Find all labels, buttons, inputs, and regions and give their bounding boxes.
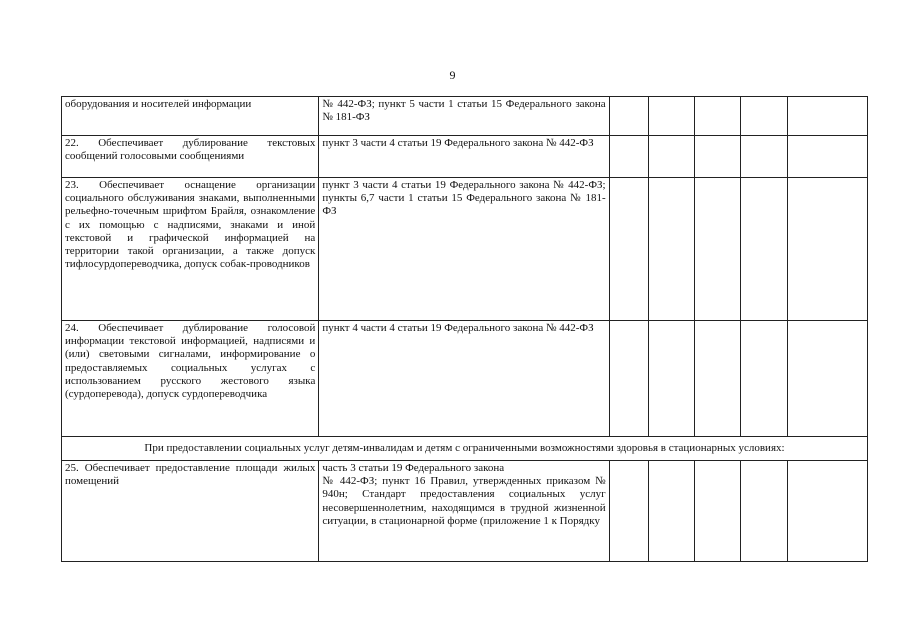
empty-cell	[741, 461, 787, 562]
empty-cell	[787, 461, 867, 562]
requirement-cell: оборудования и носителей информации	[62, 97, 319, 136]
table-row	[62, 461, 868, 562]
empty-cell	[741, 136, 787, 178]
empty-cell	[648, 136, 694, 178]
empty-cell	[695, 97, 741, 136]
legal-basis-rest: № 442-ФЗ; пункт 16 Правил, утвержденных приказом № 940н; Стандарт предоставления социальных услуг несовершеннолетним, находящимся в трудной жизненной ситуации, в стационарной форме (приложение 1 к Порядку	[322, 475, 606, 527]
legal-basis-cell: пункт 4 части 4 статьи 19 Федерального закона № 442-ФЗ	[319, 321, 609, 437]
requirement-cell: 23. Обеспечивает оснащение организации социального обслуживания знаками, выполненными рельефно-точечным шрифтом Брайля, ознакомление с их помощью с надписями, знаками и иной текстовой и графической информацией на территории такой организации, а также допуск тифлосурдопереводчика, допуск собак-проводников	[62, 178, 319, 321]
table-row	[62, 178, 868, 321]
empty-cell	[695, 178, 741, 321]
empty-cell	[695, 461, 741, 562]
empty-cell	[741, 178, 787, 321]
empty-cell	[695, 321, 741, 437]
legal-basis-cell: № 442-ФЗ; пункт 5 части 1 статьи 15 Федерального закона № 181-ФЗ	[319, 97, 609, 136]
empty-cell	[648, 321, 694, 437]
empty-cell	[741, 321, 787, 437]
table-row	[62, 136, 868, 178]
section-row	[62, 437, 868, 461]
empty-cell	[609, 97, 648, 136]
legal-basis-cell	[319, 461, 609, 562]
table-row	[62, 97, 868, 136]
empty-cell	[609, 178, 648, 321]
empty-cell	[787, 321, 867, 437]
empty-cell	[609, 136, 648, 178]
table-row	[62, 321, 868, 437]
page-number: 9	[449, 68, 456, 82]
empty-cell	[648, 461, 694, 562]
empty-cell	[787, 178, 867, 321]
requirement-cell: 25. Обеспечивает предоставление площади жилых помещений	[62, 461, 319, 562]
section-heading: При предоставлении социальных услуг детям-инвалидам и детям с ограниченными возможностями здоровья в стационарных условиях:	[62, 437, 868, 461]
requirement-cell: 22. Обеспечивает дублирование текстовых сообщений голосовыми сообщениями	[62, 136, 319, 178]
empty-cell	[609, 321, 648, 437]
empty-cell	[695, 136, 741, 178]
empty-cell	[609, 461, 648, 562]
empty-cell	[648, 178, 694, 321]
empty-cell	[787, 136, 867, 178]
requirements-table	[61, 96, 868, 562]
requirement-cell: 24. Обеспечивает дублирование голосовой информации текстовой информацией, надписями и (или) световыми сигналами, информирование о предоставляемых социальных услугах с использованием русского жестового языка (сурдоперевода), допуск сурдопереводчика	[62, 321, 319, 437]
empty-cell	[648, 97, 694, 136]
legal-basis-cell: пункт 3 части 4 статьи 19 Федерального закона № 442-ФЗ	[319, 136, 609, 178]
empty-cell	[741, 97, 787, 136]
legal-basis-cell: пункт 3 части 4 статьи 19 Федерального закона № 442-ФЗ; пункты 6,7 части 1 статьи 15 Федерального закона № 181-ФЗ	[319, 178, 609, 321]
empty-cell	[787, 97, 867, 136]
legal-basis-first-line: часть 3 статьи 19 Федерального закона	[322, 462, 505, 474]
